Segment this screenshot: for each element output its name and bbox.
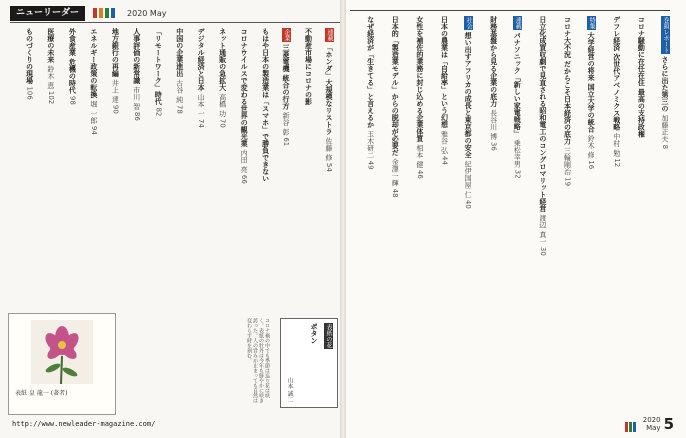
toc-page-number: 36 — [489, 141, 498, 151]
toc-author: 高橋 功 — [218, 93, 227, 119]
toc-tag: 社会 — [465, 17, 473, 29]
toc-entry[interactable] — [293, 28, 312, 303]
toc-entry[interactable] — [524, 16, 547, 408]
toc-page-number: 49 — [366, 160, 375, 170]
header-rule — [10, 22, 340, 23]
essay-body: コロナ禍の中でも季節は巡り花は咲く。表紙の牡丹は今年も鮮やかに咲き誇った。人の営みが止まっても自然は変わらず時を刻む。 — [246, 318, 270, 403]
toc-title: 日本的「製造業モデル」からの脱却が必要だ — [391, 16, 400, 159]
toc-tag: 巻頭レポート — [661, 17, 669, 53]
toc-author: 市川 智 — [132, 86, 141, 112]
header-stripes — [93, 8, 117, 18]
toc-title: 医療の未来 — [46, 28, 55, 66]
toc-entry[interactable] — [315, 28, 334, 303]
footer-bar-1 — [629, 422, 632, 432]
toc-entry[interactable] — [250, 28, 269, 303]
toc-entry[interactable] — [229, 28, 248, 303]
toc-entry[interactable] — [623, 16, 646, 408]
footer-bar-0 — [625, 422, 628, 432]
toc-entry[interactable] — [186, 28, 205, 303]
toc-page-number: 94 — [89, 125, 98, 135]
toc-page-number: 106 — [25, 86, 34, 100]
toc-entry[interactable] — [574, 16, 597, 408]
toc-page-number: 78 — [175, 104, 184, 114]
toc-title: 想い出すアフリカの成長と東京都の安全 — [464, 32, 473, 161]
cover-flower-photo — [8, 313, 116, 415]
toc-page-number: 16 — [587, 160, 596, 170]
toc-author: 三輪剛治 — [563, 146, 572, 178]
page-number: 5 — [663, 415, 674, 433]
toc-author: 雅谷 弘 — [440, 130, 449, 156]
toc-author: 乗松幸男 — [513, 139, 522, 170]
stripe-2 — [105, 8, 109, 18]
toc-entry[interactable] — [121, 28, 140, 303]
toc-title: 人事評価の新常識 — [132, 28, 141, 87]
toc-title: 外食産業 危機の時代 — [68, 28, 77, 96]
toc-title: 三菱電機 統合の行方 — [282, 44, 291, 112]
toc-title: デジタル経済と日本 — [197, 28, 206, 94]
toc-entry[interactable] — [598, 16, 621, 408]
toc-author: 鈴木 修 — [587, 134, 596, 161]
toc-author: 山本 一 — [197, 93, 206, 119]
essay-heading-box — [280, 318, 338, 408]
toc-author: 佐藤 修 — [324, 137, 333, 163]
toc-page-number: 66 — [240, 174, 249, 184]
toc-entry[interactable] — [143, 28, 162, 303]
toc-author: 堀 一郎 — [89, 100, 98, 126]
toc-tag: 連載 — [514, 17, 522, 29]
toc-entry[interactable] — [647, 16, 670, 408]
toc-page-number: 44 — [440, 155, 449, 165]
toc-title: 日立化成買収劇で見直される昭和電工のコングロマリット経営 — [538, 16, 547, 215]
toc-page-number: 70 — [218, 118, 227, 128]
toc-author: 玉木研二 — [366, 130, 375, 161]
toc-author: 鈴木 恵 — [46, 65, 55, 91]
toc-entry[interactable] — [100, 28, 119, 303]
toc-entry[interactable] — [164, 28, 183, 303]
toc-entry[interactable] — [352, 16, 375, 408]
toc-title: さらに出た第三の — [660, 56, 669, 115]
toc-page-number: 61 — [282, 137, 291, 147]
toc-title: コロナウイルスで変わる世界の観光業 — [240, 28, 249, 150]
toc-author: 金澤一輝 — [391, 158, 400, 189]
footer-color-bars — [625, 422, 637, 432]
toc-title: もはや日本の製造業は「スマホ」で勝負できない — [261, 28, 270, 182]
toc-page-number: 90 — [111, 104, 120, 114]
toc-title: エネルギー政策の転換 — [89, 28, 98, 101]
toc-page-number: 102 — [46, 90, 55, 105]
toc-title: 「リモートワーク」時代 — [154, 28, 163, 108]
toc-entry[interactable] — [377, 16, 400, 408]
toc-title: 女性を補佐的業務に封じ込める企業体質 — [415, 16, 424, 145]
toc-page-number: 32 — [513, 169, 522, 179]
toc-page-number: 98 — [68, 95, 77, 105]
essay-title: ボタン — [310, 323, 318, 344]
toc-title: 不動産市場にコロナの影 — [304, 28, 313, 105]
footer-month: May — [646, 424, 661, 432]
toc-entry[interactable] — [78, 28, 97, 303]
toc-title: 地方銀行の再編 — [111, 28, 120, 80]
top-rule-right — [350, 10, 670, 11]
gutter — [340, 0, 346, 438]
toc-page-number: 48 — [391, 188, 400, 198]
footer-year: 2020 — [642, 416, 661, 424]
toc-author: 内田 亮 — [240, 149, 249, 175]
toc-title: 「ホンダ」大規模なリストラ — [324, 44, 333, 138]
toc-entry[interactable] — [450, 16, 473, 408]
page-footer — [625, 416, 674, 432]
toc-author: 相本 健 — [415, 144, 424, 170]
photo-caption: 表紙 皇 龍一 (著者) — [15, 390, 68, 397]
toc-entry[interactable] — [14, 28, 33, 303]
toc-tag: 連載 — [325, 29, 333, 41]
toc-entry[interactable] — [272, 28, 291, 303]
toc-page-number: 46 — [415, 169, 424, 179]
toc-author: 古谷 純 — [175, 79, 184, 105]
toc-title: ものづくりの現場 — [25, 28, 34, 87]
toc-page-number: 8 — [660, 144, 669, 150]
toc-page-number: 19 — [563, 177, 572, 187]
toc-page-number: 30 — [538, 246, 547, 256]
toc-author: 井上 達 — [111, 79, 120, 105]
toc-tag: 特集 — [588, 17, 596, 29]
toc-page-number: 82 — [154, 107, 163, 117]
toc-entry[interactable] — [549, 16, 572, 408]
toc-title: コロナ大不況 だからこそ日本経済の底力 — [563, 16, 572, 147]
toc-entry[interactable] — [57, 28, 76, 303]
toc-entry[interactable] — [401, 16, 424, 408]
toc-page-number: 40 — [464, 199, 473, 209]
footer-date — [643, 416, 661, 432]
toc-title: 大学経営の将来 国立大学の統合 — [587, 32, 596, 135]
toc-title: 日本の農業は「自給率」という幻想 — [440, 16, 449, 131]
toc-tag: 企業 — [283, 29, 291, 41]
toc-author: 長谷川 博 — [489, 109, 498, 142]
toc-title: デフレ経済 次世代アベノミクス戦略 — [612, 16, 621, 133]
toc-title: ネット通販の急拡大 — [218, 28, 227, 94]
toc-entry[interactable] — [475, 16, 498, 408]
toc-entry[interactable] — [207, 28, 226, 303]
essay-tag: 表紙の花 — [325, 324, 332, 348]
toc-author: 紀伊国屋 仁 — [464, 160, 473, 200]
essay-author: 山本 誠二 — [286, 377, 293, 403]
toc-author: 新谷 彰 — [282, 111, 291, 138]
header-date: 2020 May — [127, 8, 167, 18]
toc-title: 財務基盤から見る企業の底力 — [489, 16, 498, 110]
flower-image — [31, 320, 93, 384]
toc-entry[interactable] — [426, 16, 449, 408]
footer-bar-2 — [633, 422, 636, 432]
toc-author: 中村 勉 — [612, 132, 621, 159]
toc-entry[interactable] — [35, 28, 54, 303]
magazine-url[interactable]: http://www.newleader-magazine.com/ — [12, 420, 156, 428]
toc-title: パナソニック「新しい家電戦略」 — [513, 32, 522, 140]
toc-entry[interactable] — [500, 16, 523, 408]
toc-title: なぜ経済が「生きてる」と言えるか — [366, 16, 375, 131]
toc-title: 中国の企業進出 — [175, 28, 184, 80]
stripe-1 — [99, 8, 103, 18]
toc-title: コロナ騒動に在任在住 最高の支持政権 — [637, 16, 646, 138]
toc-page-number: 54 — [324, 162, 333, 172]
magazine-logo: ニューリーダー — [10, 6, 85, 21]
toc-author: 渡辺 真一 — [538, 214, 547, 247]
toc-author: 加藤正夫 — [660, 114, 669, 145]
toc-page-number: 74 — [197, 118, 206, 128]
magazine-header — [10, 5, 340, 21]
stripe-3 — [111, 8, 115, 18]
toc-page-number: 12 — [612, 158, 621, 168]
toc-page-number: 86 — [132, 111, 141, 121]
stripe-0 — [93, 8, 97, 18]
